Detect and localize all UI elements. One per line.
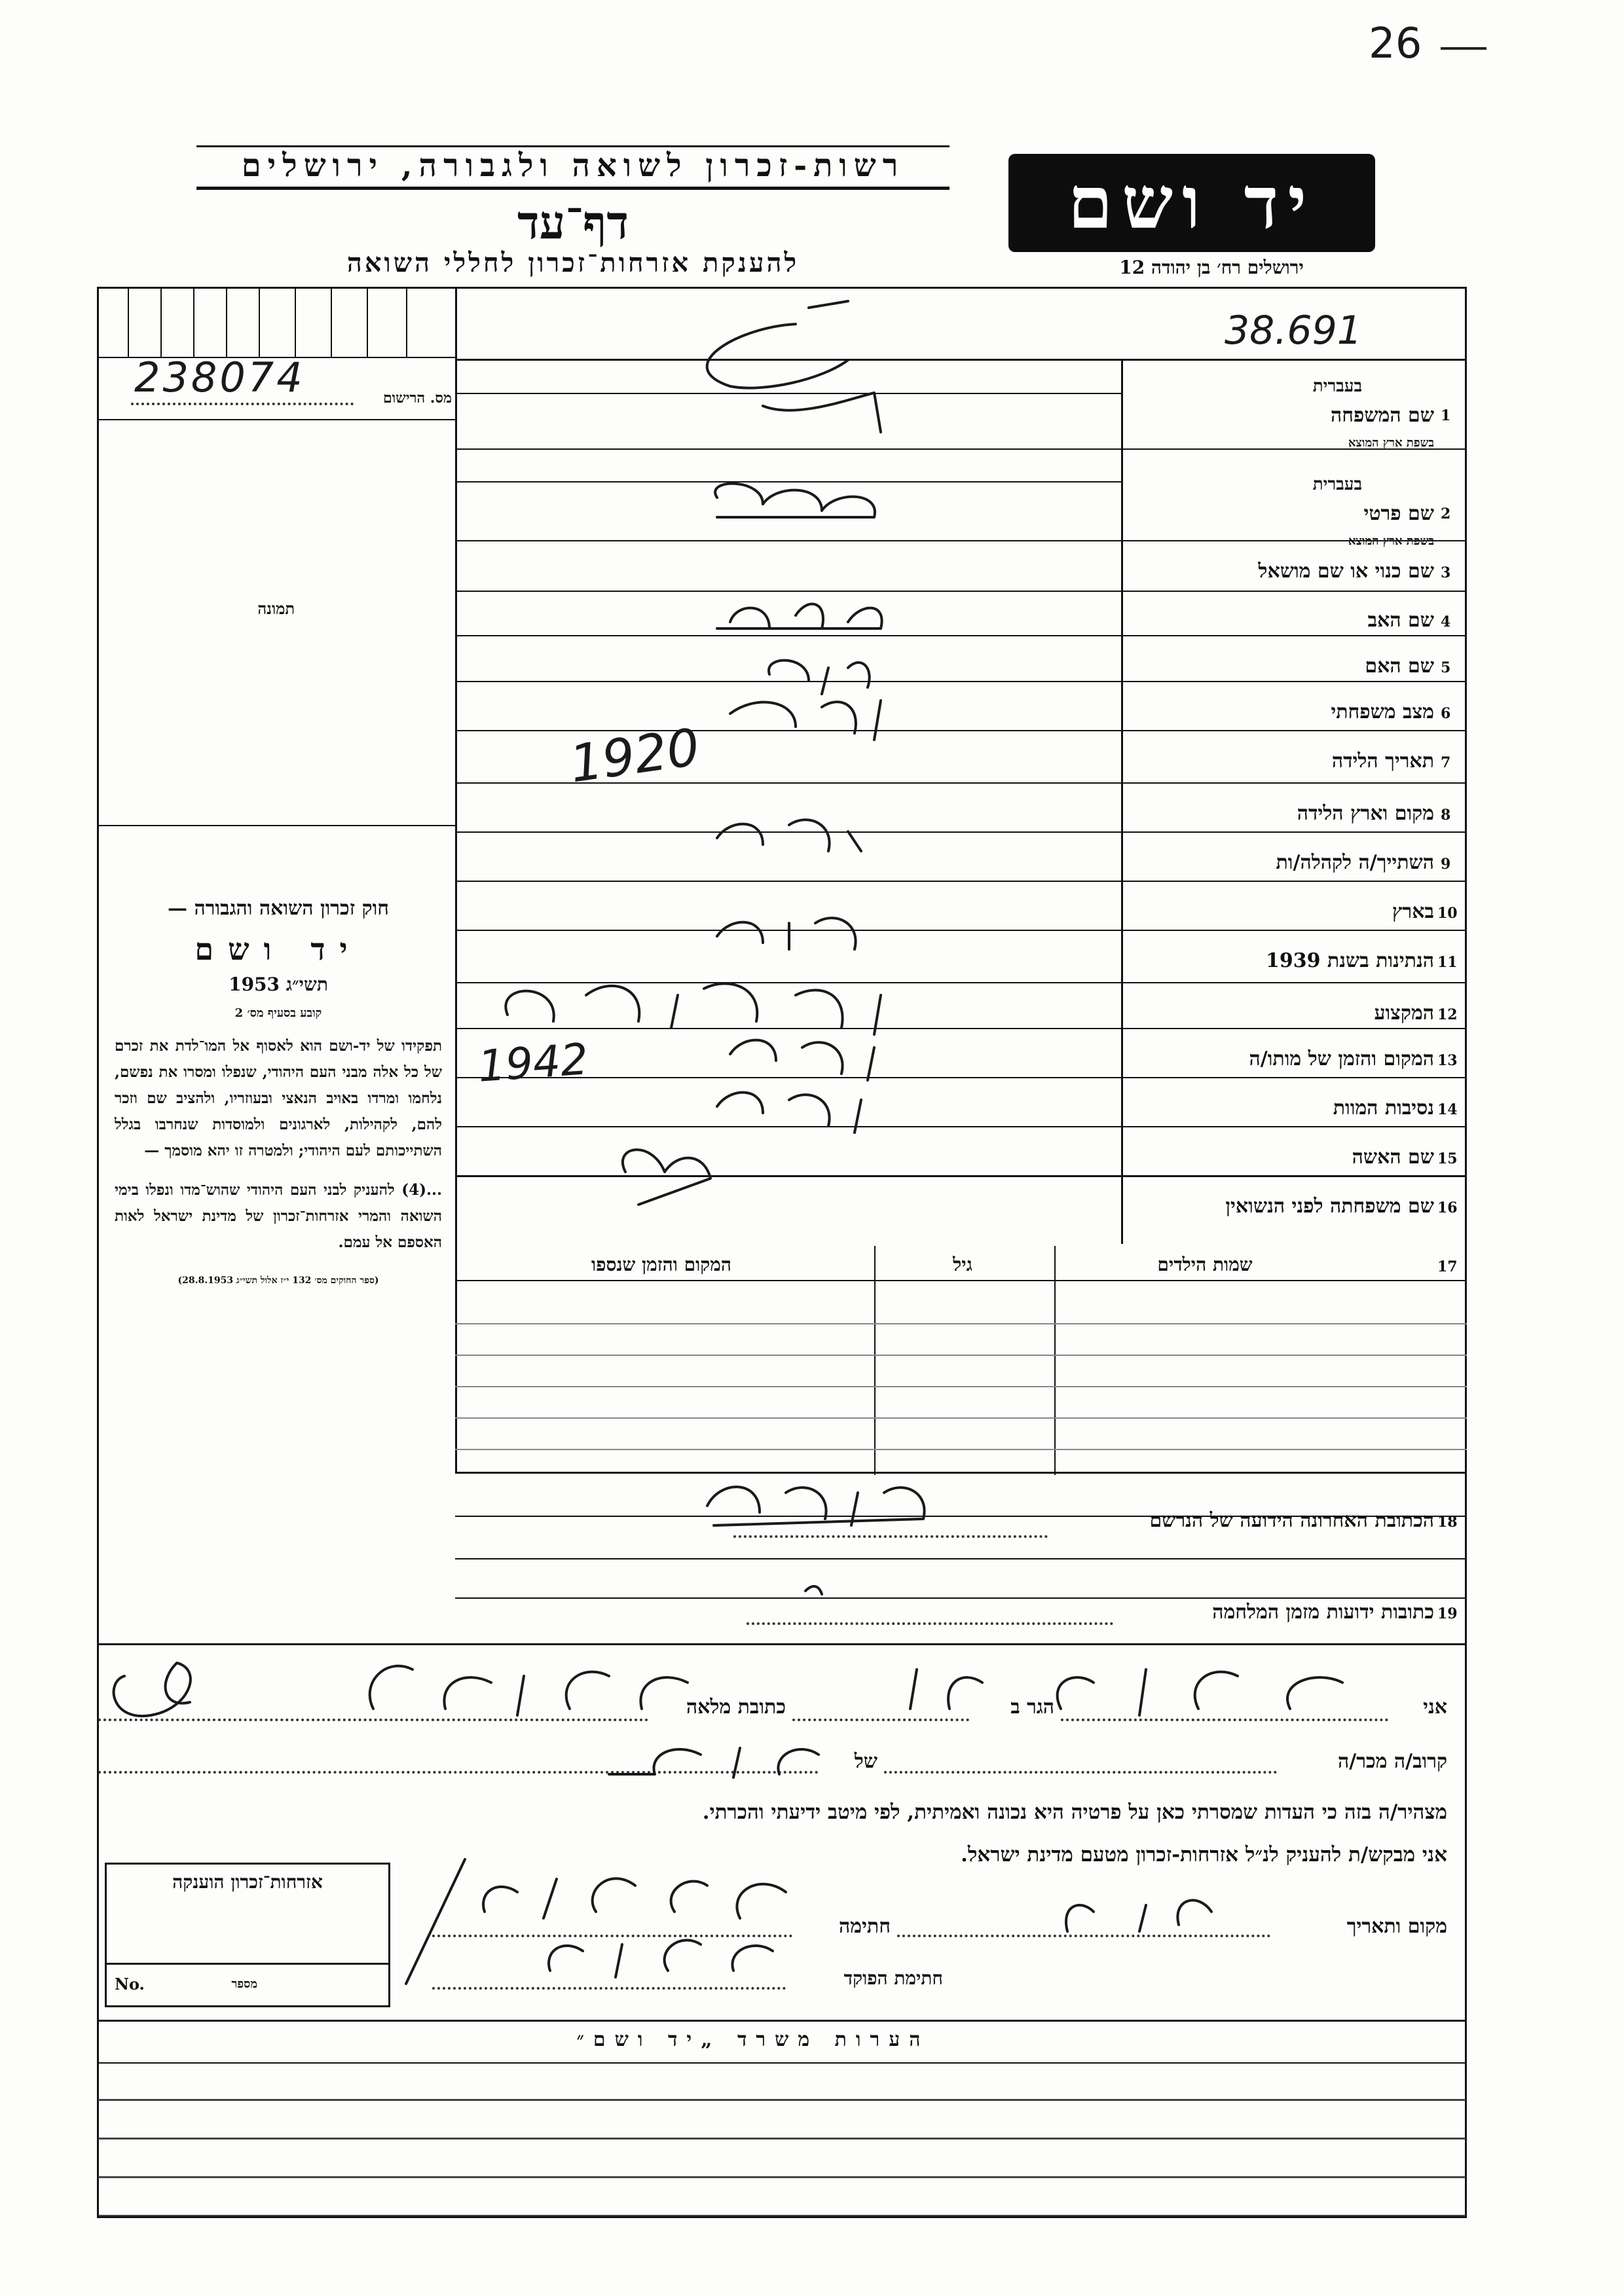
field-9-label: השתייך/ה לקהלה/ות [1276, 851, 1434, 874]
field-10-label: בארץ [1392, 900, 1434, 923]
address-section-top [455, 1472, 1467, 1474]
children-number: 17 [1437, 1258, 1458, 1275]
address-scribble [688, 1467, 950, 1611]
address: ירושלים רח׳ בן יהודה 12 [1119, 257, 1304, 278]
field-13-number: 13 [1437, 1052, 1458, 1069]
field-10-number: 10 [1437, 905, 1458, 922]
field-1-number: 1 [1441, 407, 1451, 424]
frame-bottom [97, 2216, 1467, 2218]
field-13-label: המקום והזמן של מותו/ה [1249, 1048, 1434, 1070]
field-14-number: 14 [1437, 1101, 1458, 1118]
page-number: 26 [1369, 20, 1422, 68]
field-1-hebrew-sub: בעברית [1312, 376, 1362, 396]
stamp-box-number-en: No. [115, 1975, 145, 1994]
form-title: דף־עד [517, 195, 629, 249]
office-notes-top [97, 2020, 1467, 2022]
field-1-origin-sub: בשפת ארץ המוצא [1348, 436, 1434, 450]
office-notes-title: הערות משרד „יד ושם״ [576, 2028, 930, 2051]
field-8-number: 8 [1441, 807, 1451, 824]
registration-cells [98, 288, 455, 357]
field-15-number: 15 [1437, 1150, 1458, 1167]
declaration-relative: קרוב/ה מכר/ה [1338, 1750, 1447, 1773]
row-18-number: 18 [1437, 1514, 1458, 1531]
law-title: חוק זכרון השואה והגבורה — [168, 897, 389, 920]
scribble-status [730, 701, 881, 740]
children-header-names: שמות הילדים [1157, 1254, 1253, 1275]
field-2-label: שם פרטי [1363, 502, 1434, 525]
stamp-box-divider [107, 1963, 388, 1965]
field-6-label: מצב משפחתי [1331, 701, 1434, 723]
declaration-statement: מצהיר/ה בזה כי העדות שמסרתי כאן על פרטיה היא נכונה ואמיתית, לפי מיטב ידיעתי והכרתי. [702, 1800, 1447, 1824]
declaration-request: אני מבקש/ת להעניק לנ״ל אזרחות-זכרון מטעם מדינת ישראל. [961, 1843, 1447, 1867]
row-19-label: כתובות ידועות מזמן המלחמה [1212, 1601, 1434, 1624]
scribble-relation [609, 1748, 819, 1777]
field-12-label: המקצוע [1374, 1002, 1434, 1025]
row-18-label: הכתובת האחרונה הידועה של הנרשם [1149, 1509, 1434, 1532]
field-11-label: הנתינות בשנת 1939 [1265, 949, 1434, 972]
stamp-box-title: אזרחות־זכרון הוענקה [172, 1871, 323, 1893]
form-subtitle: להענקת אזרחות־זכרון לחללי השואה [346, 247, 800, 278]
signature-label: חתימה [839, 1915, 891, 1938]
scribble-official-signature [549, 1941, 773, 1977]
field-12-number: 12 [1437, 1006, 1458, 1023]
children-header-age: גיל [953, 1254, 972, 1275]
field-1-label: שם המשפחה [1330, 404, 1434, 427]
stamp-box [105, 1863, 390, 2007]
declaration-full-address: כתובת מלאה [686, 1696, 786, 1719]
scribble-left-margin [114, 1663, 191, 1716]
file-number: 38.691 [1225, 308, 1362, 354]
stamp-box-number-he: מספר [231, 1977, 257, 1991]
law-paragraph-1: תפקידו של יד-ושם הוא לאסוף אל המו־לדת את זכרם של כל אלה מבני העם היהודי, שנפלו ומסרו את נפשם, נלחמו ומרדו באויב הנאצי ובעוזריו, ולהציב שם וזכר להם, לקהילות, לארגונים ולמוסדות שנחרבו בגלל השתייכותם לעם היהודי; ולמטרה זו יהא מוסמך — [115, 1037, 442, 1159]
yad-vashem-logo [1008, 154, 1375, 252]
place-date-label: מקום ותאריך [1346, 1915, 1447, 1938]
field-1-subs [1126, 376, 1434, 462]
field-6-number: 6 [1441, 705, 1451, 722]
scribble-mother [769, 661, 870, 694]
field-7-label: תאריך הלידה [1331, 750, 1434, 773]
authority-title: רשות-זכרון לשואה ולגבורה, ירושלים [196, 145, 950, 190]
field-9-number: 9 [1441, 856, 1451, 873]
declaration-i: אני [1423, 1696, 1447, 1719]
field-11-number: 11 [1437, 954, 1458, 971]
declaration-resides: הגר ב [1010, 1696, 1054, 1719]
field-8-label: מקום וארץ הלידה [1297, 802, 1434, 825]
field-7-number: 7 [1441, 754, 1451, 771]
field-4-number: 4 [1441, 613, 1451, 630]
row-19-number: 19 [1437, 1605, 1458, 1622]
field-2-number: 2 [1441, 505, 1451, 522]
field-3-label: שם כנוי או שם מושאל [1258, 560, 1434, 583]
scribble-death-place [730, 1040, 874, 1080]
scribble-surname [707, 301, 881, 432]
death-year-value: 1942 [476, 1034, 590, 1092]
field-2-subs [1126, 475, 1434, 560]
handwriting-scribbles [455, 288, 1123, 1244]
photo-box-bottom [98, 825, 455, 826]
field-16-label: שם משפחתה לפני הנשואין [1225, 1195, 1434, 1218]
children-header-place: המקום והזמן שנספו [591, 1254, 731, 1275]
law-box [115, 897, 442, 1286]
scribble-signature [406, 1859, 786, 1984]
registration-dots [131, 403, 354, 405]
law-paragraph-2: ...(4) להעניק לבני העם היהודי שהוש־מדו ונפלו בימי השואה והמרי אזרחות־זכרון של מדינת ישראל לאות האספם אל עמם. [115, 1181, 442, 1251]
scribble-birthplace [717, 820, 861, 851]
scribble-declarant-address [370, 1666, 982, 1715]
birth-year-value: 1920 [566, 718, 703, 795]
scribble-place-date [1066, 1901, 1211, 1931]
scribble-firstname [715, 484, 875, 517]
row-19-line-a [455, 1597, 1467, 1599]
registration-label: מס. הרישום [382, 390, 452, 407]
field-2-origin-sub: בשפת ארץ המוצא [1348, 534, 1434, 548]
field-5-number: 5 [1441, 659, 1451, 676]
law-quote-ref: קובע בסעיף מס׳ 2 [234, 1006, 322, 1020]
row-18-line-b [455, 1558, 1467, 1559]
field-15-label: שם האשה [1352, 1146, 1434, 1169]
field-2-hebrew-sub: בעברית [1312, 475, 1362, 494]
scribble-country [717, 918, 856, 949]
field-16-number: 16 [1437, 1199, 1458, 1216]
office-notes-lines [98, 2062, 1466, 2216]
logo-text: יד ושם [1067, 160, 1316, 245]
children-table [455, 1175, 1467, 1483]
law-name: יד ושם [194, 932, 362, 967]
row-19-dots [747, 1622, 1113, 1625]
scribble-circumstances [717, 1093, 861, 1133]
official-signature-label: חתימת הפוקד [843, 1967, 943, 1989]
registration-value: 238074 [134, 354, 305, 401]
field-5-label: שם האם [1365, 655, 1434, 678]
law-year: תשי״ג 1953 [229, 974, 328, 995]
field-3-number: 3 [1441, 564, 1451, 581]
field-14-label: נסיבות המוות [1333, 1097, 1434, 1120]
page-number-dash [1441, 47, 1486, 50]
field-4-label: שם האב [1367, 609, 1434, 632]
registration-box-bottom [98, 419, 455, 420]
law-source: (ספר החוקים מס׳ 132 י״ז אלול תשי״ג 28.8.1953) [177, 1275, 379, 1286]
photo-label: תמונה [257, 599, 295, 618]
scribble-declarant-name [1058, 1669, 1342, 1715]
scribble-profession [506, 983, 881, 1034]
declaration-of: של [854, 1750, 877, 1773]
scribble-father [717, 604, 882, 629]
